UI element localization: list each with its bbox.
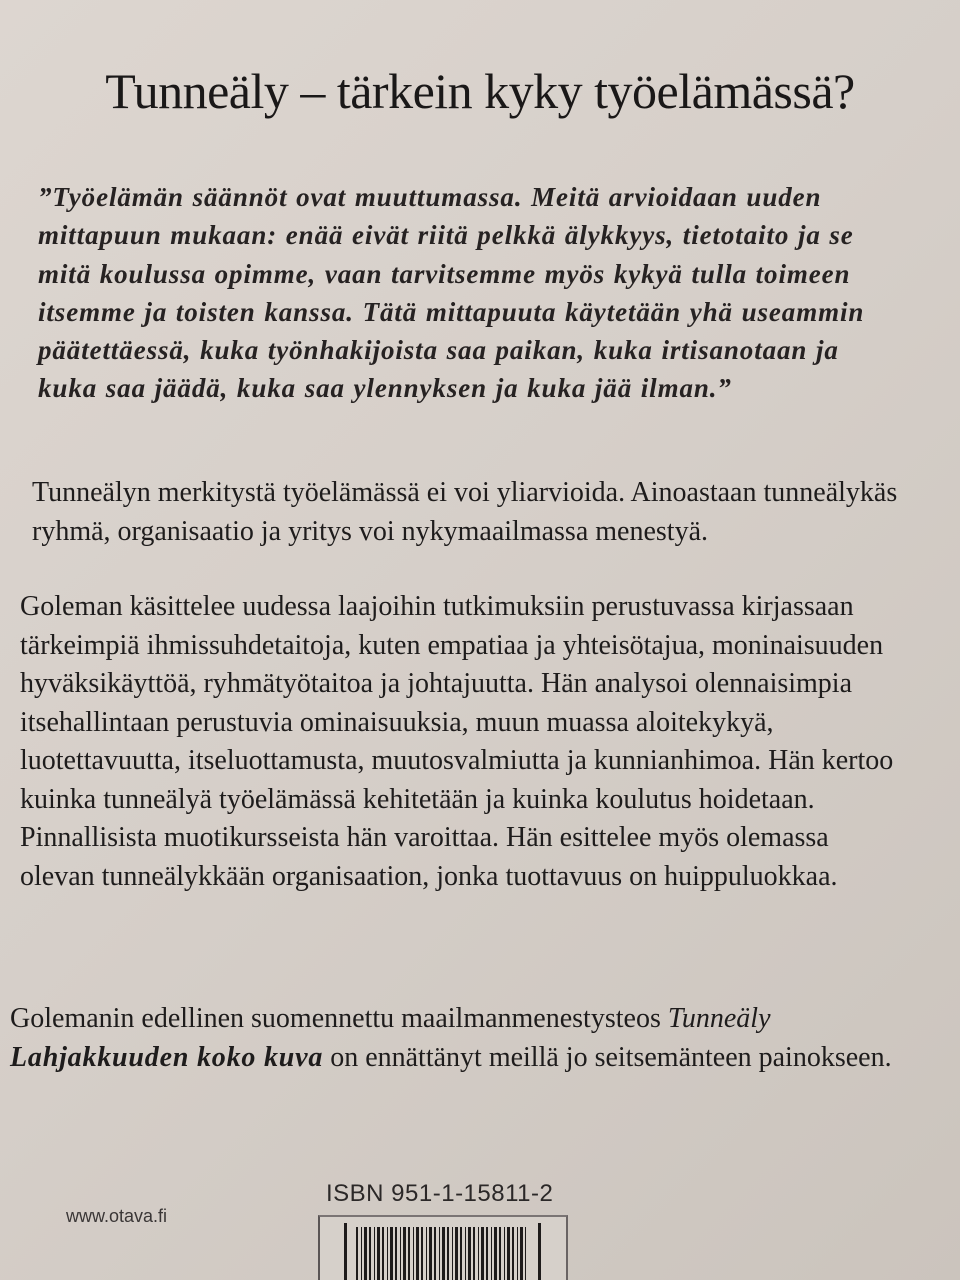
cover-title: Tunneäly – tärkein kyky työelämässä? (105, 63, 855, 119)
paragraph-book-contents: Goleman käsittelee uudessa laajoihin tutkimuksiin perustuvassa kirjassaan tärkeimpiä ihmissuhdetaitoja, kuten empatiaa ja yhteisötajua, moninaisuuden hyväksikäyttöä, ryhmätyötaitoa ja johtajuutta. Hän analysoi olennaisimpia itsehallintaan perustuvia ominaisuuksia, muun muassa aloitekykyä, luotettavuutta, itseluottamusta, muutosvalmiutta ja kunnianhimoa. Hän kertoo kuinka tunneälyä työelämässä kehitetään ja kuinka koulutus hoidetaan. Pinnallisista muotikursseista hän varoittaa. Hän esittelee myös olemassa olevan tunneälykkään organisaation, jonka tuottavuus on huippuluokkaa. (20, 591, 894, 892)
previous-book-subtitle: Lahjakkuuden koko kuva (10, 1041, 324, 1073)
publisher-website: www.otava.fi (66, 1206, 168, 1226)
previous-book-title: Tunneäly (667, 1003, 771, 1034)
barcode-guard-right (538, 1223, 541, 1280)
previous-book-intro: Golemanin edellinen suomennettu maailmanmenestysteos (10, 1003, 668, 1034)
intro-quote: ”Työelämän säännöt ovat muuttumassa. Meitä arvioidaan uuden mittapuun mukaan: enää eivät riitä pelkkä älykkyys, tietotaito ja se mitä koulussa opimme, vaan tarvitsemme myös kykyä tulla toimeen itsemme ja toisten kanssa. Tätä mittapuuta käytetään yhä useammin päätettäessä, kuka työnhakijoista saa paikan, kuka irtisanotaan ja kuka saa jäädä, kuka saa ylennyksen ja kuka jää ilman.” (38, 182, 865, 404)
barcode-bars (356, 1227, 526, 1280)
previous-book-outro: on ennättänyt meillä jo seitsemänteen painokseen. (323, 1041, 892, 1073)
barcode-icon (318, 1215, 568, 1280)
paragraph-importance: Tunneälyn merkitystä työelämässä ei voi yliarvioida. Ainoastaan tunneälykäs ryhmä, organisaatio ja yritys voi nykymaailmassa menestyä. (32, 477, 898, 547)
paragraph-previous-book (10, 1000, 910, 1077)
barcode-guard-left (344, 1223, 347, 1280)
isbn-label: ISBN 951-1-15811-2 (326, 1180, 554, 1207)
